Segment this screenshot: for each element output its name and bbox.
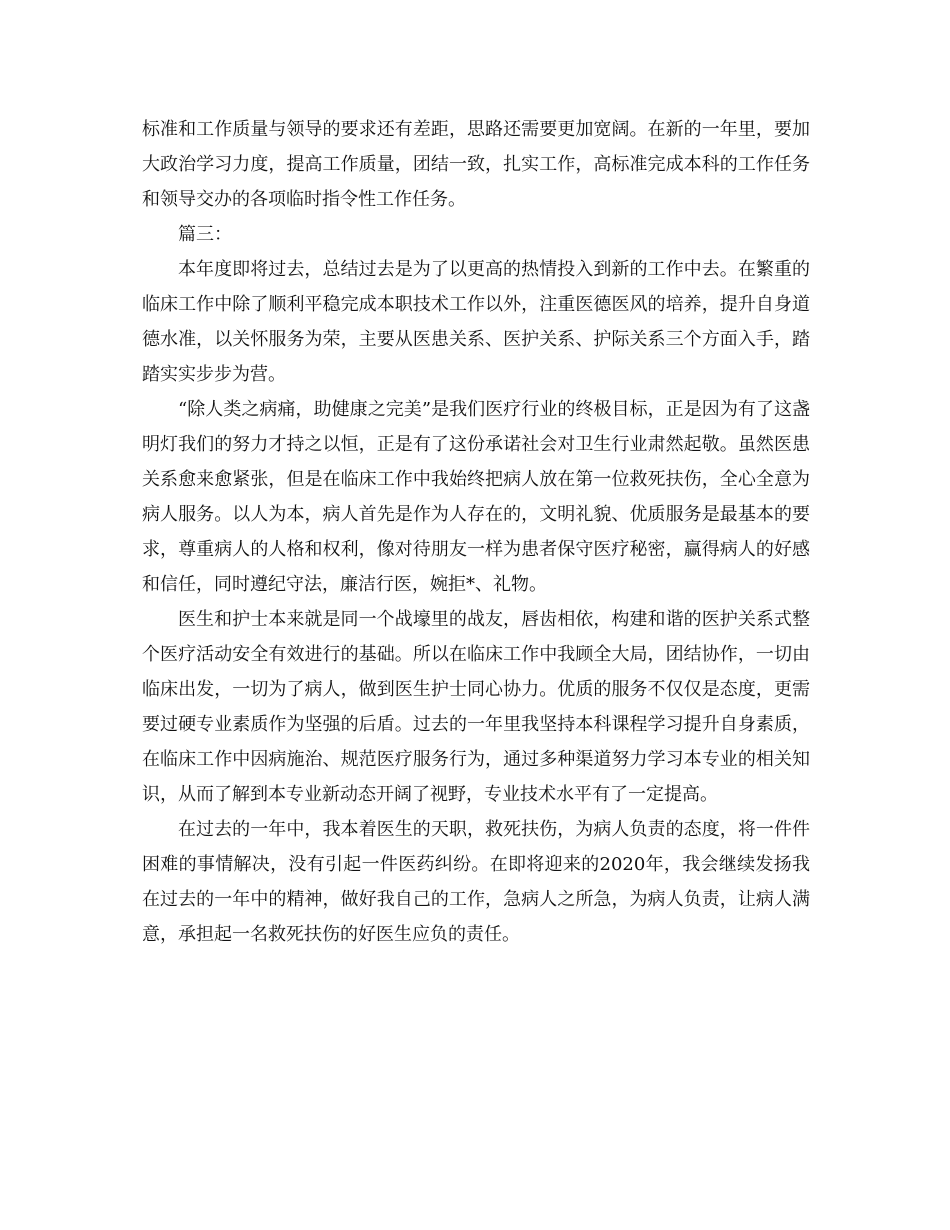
section-heading: 篇三： (178, 224, 232, 245)
paragraph-intro: 本年度即将过去，总结过去是为了以更高的热情投入到新的工作中去。在繁重的临床工作中除了顺利平稳完成本职技术工作以外，注重医德医风的培养，提升自身道德水准，以关怀服务为荣，主要从医患关系、医护关系、护际关系三个方面入手，踏踏实实步步为营。 (142, 259, 810, 385)
paragraph-conclusion: 在过去的一年中，我本着医生的天职，救死扶伤，为病人负责的态度，将一件件困难的事情解决，没有引起一件医药纠纷。在即将迎来的2020年，我会继续发扬我在过去的一年中的精神，做好我自己的工作，急病人之所急，为病人负责，让病人满意，承担起一名救死扶伤的好医生应负的责任。 (142, 819, 810, 945)
paragraph-continuation: 标准和工作质量与领导的要求还有差距，思路还需要更加宽阔。在新的一年里，要加大政治学习力度，提高工作质量，团结一致，扎实工作，高标准完成本科的工作任务和领导交办的各项临时指令性工作任务。 (142, 119, 810, 210)
paragraph-doctor-nurse: 医生和护士本来就是同一个战壕里的战友，唇齿相依，构建和谐的医护关系式整个医疗活动安全有效进行的基础。所以在临床工作中我顾全大局，团结协作，一切由临床出发，一切为了病人，做到医生护士同心协力。优质的服务不仅仅是态度，更需要过硬专业素质作为坚强的后盾。过去的一年里我坚持本科课程学习提升自身素质，在临床工作中因病施治、规范医疗服务行为，通过多种渠道努力学习本专业的相关知识，从而了解到本专业新动态开阔了视野，专业技术水平有了一定提高。 (142, 609, 810, 805)
paragraph-doctor-patient: “除人类之病痛，助健康之完美”是我们医疗行业的终极目标，正是因为有了这盏明灯我们的努力才持之以恒，正是有了这份承诺社会对卫生行业肃然起敬。虽然医患关系愈来愈紧张，但是在临床工作中我始终把病人放在第一位救死扶伤，全心全意为病人服务。以人为本，病人首先是作为人存在的，文明礼貌、优质服务是最基本的要求，尊重病人的人格和权利，像对待朋友一样为患者保守医疗秘密，赢得病人的好感和信任，同时遵纪守法，廉洁行医，婉拒*、礼物。 (142, 399, 810, 595)
document-body (142, 112, 810, 952)
